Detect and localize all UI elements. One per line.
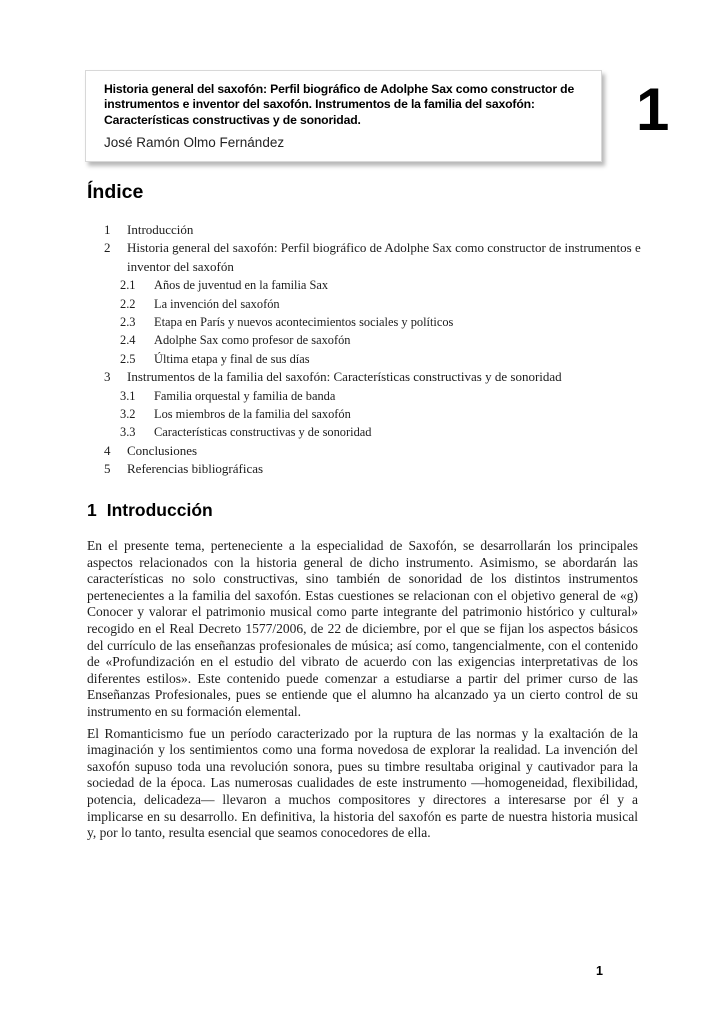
toc-item-number: 2.5 [120,351,136,366]
toc-item [87,405,643,423]
toc-item [87,423,643,441]
toc-item-number: 1 [104,222,111,237]
body-paragraph: En el presente tema, perteneciente a la especialidad de Saxofón, se desarrollarán los principales aspectos relacionados con la historia general de dicho instrumento. Asimismo, se abordarán las características no solo constructivas, sino también de sonoridad de los distintos instrumentos pertenecientes a la familia del saxofón. Estas cuestiones se relacionan con el objetivo general de «g) Conocer y valorar el patrimonio musical como parte integrante del patrimonio histórico y cultural» recogido en el Real Decreto 1577/2006, de 22 de diciembre, por el que se fijan los aspectos básicos del currículo de las enseñanzas profesionales de música; así como, tangencialmente, con el contenido de «Profundización en el estudio del vibrato de acuerdo con las exigencias interpretativas de los diferentes estilos». Este contenido puede comenzar a estudiarse a partir del primer curso de las Enseñanzas Profesionales, pues se entiende que el alumno ha alcanzado ya un cierto control de su instrumento en su formación elemental. [87,538,638,719]
toc-item-label: Familia orquestal y familia de banda [154,388,336,403]
toc-item [87,350,643,368]
section-body [87,538,638,847]
section-heading [87,500,213,521]
toc-item-number: 2.2 [120,296,136,311]
section-number: 1 [87,500,97,520]
toc-item-number: 4 [104,442,111,458]
toc-item-label: Adolphe Sax como profesor de saxofón [154,333,351,348]
chapter-number: 1 [636,76,670,143]
toc-item [87,295,643,313]
toc-item-label: Características constructivas y de sonoridad [154,425,372,440]
toc-item-number: 2.3 [120,315,136,330]
toc-item-label: Conclusiones [127,442,198,458]
chapter-title-box [85,70,602,162]
toc-item [87,368,643,386]
chapter-author: José Ramón Olmo Fernández [104,135,285,151]
toc-item-label: Historia general del saxofón: Perfil biográfico de Adolphe Sax como constructor de instrumentos e inventor del saxofón [127,240,641,274]
toc-item [87,313,643,331]
page-number: 1 [596,964,603,978]
body-paragraph: El Romanticismo fue un período caracterizado por la ruptura de las normas y la exaltación de la imaginación y los sentimientos como una forma novedosa de explorar la realidad. La invención del saxofón supuso toda una revolución sonora, pues su timbre resultaba original y cautivador para la sociedad de la época. Las numerosas cualidades de este instrumento —homogeneidad, flexibilidad, potencia, delicadeza— llevaron a muchos compositores y directores a interesarse por él y a implicarse en su desarrollo. En definitiva, la historia del saxofón es parte de nuestra historia musical y, por lo tanto, resulta esencial que seamos conocedores de ella. [87,725,638,841]
toc-item [87,460,643,478]
table-of-contents [87,221,643,479]
toc-item-number: 3.2 [120,407,136,422]
toc-item-label: Última etapa y final de sus días [154,351,310,366]
toc-item-label: Etapa en París y nuevos acontecimientos sociales y políticos [154,315,454,330]
toc-item-number: 2 [104,240,111,256]
toc-item [87,442,643,460]
toc-item-label: Instrumentos de la familia del saxofón: Características constructivas y de sonoridad [127,369,562,385]
toc-item-label: Los miembros de la familia del saxofón [154,407,351,422]
toc-item-number: 5 [104,461,111,477]
chapter-title: Historia general del saxofón: Perfil biográfico de Adolphe Sax como constructor de instrumentos e inventor del saxofón. Instrumentos de la familia del saxofón: Características constructivas y de sonoridad. [104,82,575,127]
toc-item [87,239,643,276]
toc-item-label: La invención del saxofón [154,296,280,311]
toc-item [87,331,643,349]
toc-item [87,276,643,294]
toc-item [87,221,643,239]
toc-item-number: 3 [104,369,111,385]
toc-item-label: Años de juventud en la familia Sax [154,278,329,293]
toc-item-label: Introducción [127,222,194,237]
toc-item-number: 3.1 [120,388,136,403]
toc-item-label: Referencias bibliográficas [127,461,264,477]
toc-item-number: 2.1 [120,278,136,293]
section-title: Introducción [106,500,213,520]
toc-item [87,387,643,405]
toc-item-number: 2.4 [120,333,136,348]
toc-item-number: 3.3 [120,425,136,440]
toc-heading: Índice [87,181,144,203]
